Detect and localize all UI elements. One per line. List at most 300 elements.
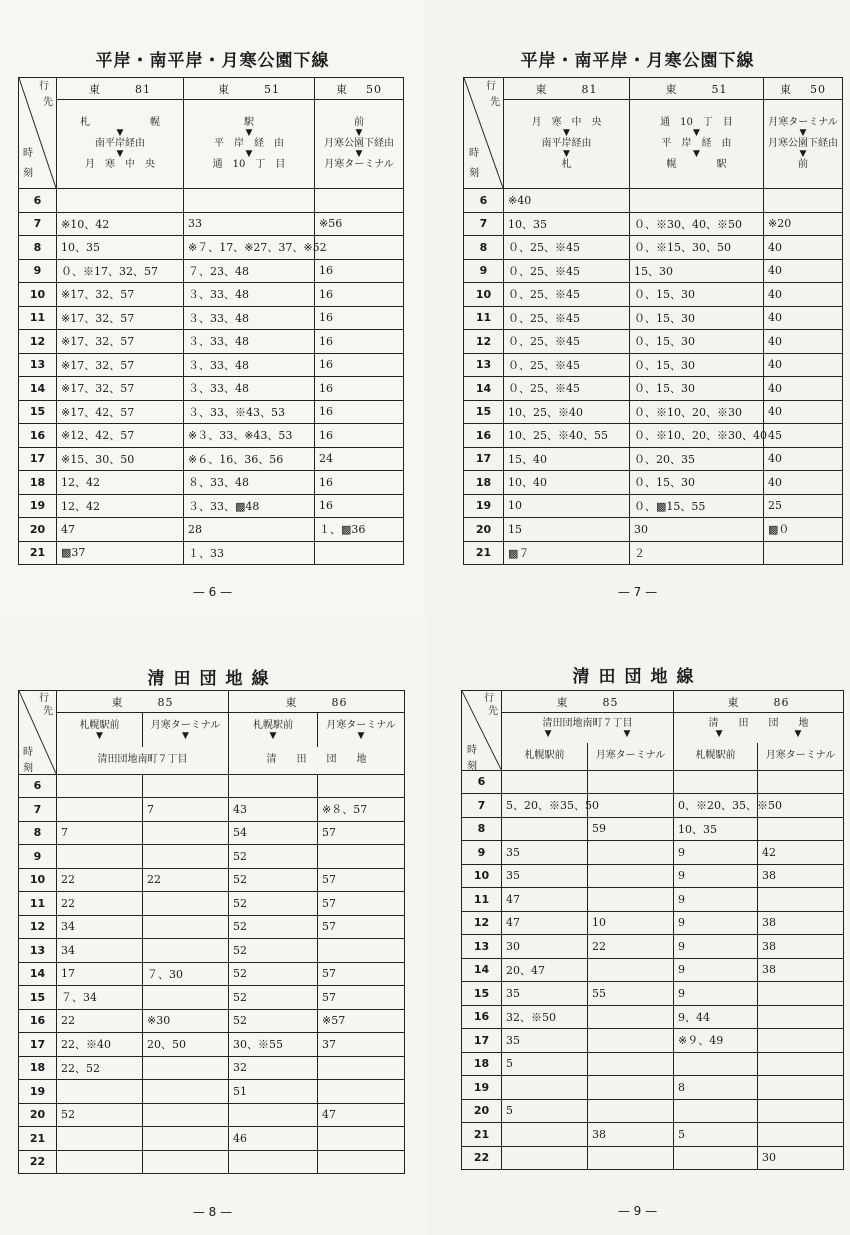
table-row xyxy=(19,189,404,213)
hour-cell: 17 xyxy=(19,1033,57,1057)
route-number: 86 xyxy=(331,695,348,709)
time-cell: ７、23、48 xyxy=(184,259,315,283)
time-cell xyxy=(588,958,674,982)
corner-label-time-2: 刻 xyxy=(467,761,477,772)
table-row xyxy=(19,283,404,307)
hour-cell: 16 xyxy=(464,424,504,448)
time-cell xyxy=(318,1127,405,1151)
origin-label: 清 田 団 地 xyxy=(708,717,809,729)
time-cell: 16 xyxy=(315,283,404,307)
corner-label-dest: 行 xyxy=(484,693,494,704)
time-cell: 9、44 xyxy=(674,1005,758,1029)
table-row xyxy=(462,794,844,818)
time-cell: 45 xyxy=(764,424,843,448)
hour-cell: 22 xyxy=(462,1146,502,1170)
table-row xyxy=(462,1099,844,1123)
time-cell xyxy=(143,892,229,916)
time-cell: 22 xyxy=(57,1009,143,1033)
hour-cell: 13 xyxy=(19,353,57,377)
arrow-down-icon: ▼ xyxy=(96,730,103,741)
hour-cell: 21 xyxy=(19,1127,57,1151)
time-cell: ※17、32、57 xyxy=(57,377,184,401)
arrow-down-icon: ▼ xyxy=(799,128,807,138)
page-8 xyxy=(0,618,425,1235)
time-cell: ０、15、30 xyxy=(630,471,764,495)
time-cell: 54 xyxy=(229,821,318,845)
time-cell: ０、25、※45 xyxy=(504,259,630,283)
origin-86 xyxy=(674,713,844,744)
page-title: 平岸・南平岸・月寒公園下線 xyxy=(520,51,755,71)
time-cell xyxy=(143,1150,229,1174)
corner-label-time: 時 xyxy=(23,747,33,758)
hour-cell: 13 xyxy=(19,939,57,963)
hour-cell: 9 xyxy=(19,259,57,283)
time-cell: 40 xyxy=(764,236,843,260)
timetable-body xyxy=(464,189,843,565)
corner-label-dest-2: 先 xyxy=(43,97,53,108)
time-cell xyxy=(588,1076,674,1100)
time-cell xyxy=(758,1076,844,1100)
hour-cell: 13 xyxy=(462,935,502,959)
time-cell: 0、※20、35、※50 xyxy=(674,794,758,818)
hour-cell: 9 xyxy=(462,841,502,865)
time-cell: 38 xyxy=(758,864,844,888)
table-row xyxy=(19,868,405,892)
arrow-down-icon: ▼ xyxy=(245,149,253,159)
dest-sapporo-85 xyxy=(502,743,588,770)
table-row xyxy=(19,306,404,330)
route-number: 81 xyxy=(135,82,151,96)
time-cell: ０、15、30 xyxy=(630,330,764,354)
column-header-51 xyxy=(184,78,315,100)
time-cell xyxy=(315,236,404,260)
time-cell: 52 xyxy=(229,1009,318,1033)
column-header-81 xyxy=(57,78,184,100)
dir-label: 東 xyxy=(111,695,124,709)
hour-cell: 17 xyxy=(464,447,504,471)
page-9 xyxy=(425,618,850,1235)
time-cell xyxy=(57,798,143,822)
hour-cell: 10 xyxy=(464,283,504,307)
time-cell xyxy=(674,1052,758,1076)
hour-cell: 10 xyxy=(19,868,57,892)
timetable xyxy=(18,690,405,1174)
route-desc-51 xyxy=(184,100,315,189)
hour-cell: 8 xyxy=(462,817,502,841)
time-cell: ０、※17、32、57 xyxy=(57,259,184,283)
time-cell xyxy=(588,1052,674,1076)
table-row xyxy=(462,1146,844,1170)
dir-label: 東 xyxy=(780,82,792,96)
hour-cell: 20 xyxy=(462,1099,502,1123)
time-cell: ※30 xyxy=(143,1009,229,1033)
table-row xyxy=(19,518,404,542)
time-cell xyxy=(57,1150,143,1174)
table-row xyxy=(19,821,405,845)
hour-cell: 17 xyxy=(462,1029,502,1053)
time-cell: ０、25、※45 xyxy=(504,353,630,377)
origin-label: 清田団地南町７丁目 xyxy=(542,717,633,729)
table-row xyxy=(19,424,404,448)
header-direction-row xyxy=(464,78,843,100)
table-row xyxy=(19,939,405,963)
hour-cell: 19 xyxy=(462,1076,502,1100)
time-cell: 34 xyxy=(57,915,143,939)
time-cell: ０、15、30 xyxy=(630,283,764,307)
time-cell: 9 xyxy=(674,864,758,888)
time-cell xyxy=(674,1099,758,1123)
dir-label: 東 xyxy=(535,82,548,96)
arrow-down-icon: ▼ xyxy=(116,149,124,159)
time-cell: ０、25、※45 xyxy=(504,377,630,401)
time-cell: 35 xyxy=(502,982,588,1006)
header-route-row xyxy=(464,100,843,189)
corner-diagonal xyxy=(462,691,501,770)
time-cell: 16 xyxy=(315,400,404,424)
route-line: 月寒ターミナル xyxy=(324,159,394,170)
time-cell xyxy=(315,541,404,565)
time-cell: ※７、17、※27、37、※52 xyxy=(184,236,315,260)
destination-label: 清 田 団 地 xyxy=(266,754,367,766)
time-cell xyxy=(57,774,143,798)
hour-cell: 11 xyxy=(462,888,502,912)
table-row xyxy=(464,400,843,424)
destination-label: 月寒ターミナル xyxy=(765,750,836,762)
time-cell: 57 xyxy=(318,962,405,986)
time-cell xyxy=(318,1056,405,1080)
time-cell: 28 xyxy=(184,518,315,542)
table-row xyxy=(19,915,405,939)
time-cell: ０、※15、30、50 xyxy=(630,236,764,260)
arrow-down-icon: ▼ xyxy=(355,149,363,159)
time-cell: 20、50 xyxy=(143,1033,229,1057)
table-row xyxy=(19,447,404,471)
time-cell: 40 xyxy=(764,471,843,495)
time-cell: 10 xyxy=(504,494,630,518)
hour-cell: 15 xyxy=(19,986,57,1010)
time-cell xyxy=(758,1029,844,1053)
route-line: 平 岸 経 由 xyxy=(661,138,732,149)
time-cell: 52 xyxy=(229,939,318,963)
route-line: 幌 駅 xyxy=(666,159,727,170)
header-dest-row xyxy=(19,747,405,774)
time-cell: ７、34 xyxy=(57,986,143,1010)
hour-cell: 12 xyxy=(19,330,57,354)
arrow-down-icon: ▼ xyxy=(357,730,365,741)
time-cell: 15、30 xyxy=(630,259,764,283)
time-cell: 20、47 xyxy=(502,958,588,982)
dir-label: 東 xyxy=(665,82,678,96)
corner-label-dest: 行 xyxy=(39,81,49,92)
page-title: 清田団地線 xyxy=(147,669,278,689)
header-corner xyxy=(19,78,57,189)
hour-cell: 10 xyxy=(462,864,502,888)
route-line: 月寒ターミナル xyxy=(768,117,838,128)
time-cell: ※20 xyxy=(764,212,843,236)
dir-label: 東 xyxy=(89,82,101,96)
dir-label: 東 xyxy=(556,695,569,709)
table-row xyxy=(464,471,843,495)
time-cell: 30、※55 xyxy=(229,1033,318,1057)
table-row xyxy=(19,1103,405,1127)
time-cell: 40 xyxy=(764,306,843,330)
time-cell xyxy=(57,1127,143,1151)
time-cell: ※17、32、57 xyxy=(57,330,184,354)
route-desc-50 xyxy=(315,100,404,189)
route-line: 札 xyxy=(561,159,572,170)
hour-cell: 21 xyxy=(464,541,504,565)
page-title: 清田団地線 xyxy=(572,667,703,687)
table-row xyxy=(462,888,844,912)
hour-cell: 6 xyxy=(19,774,57,798)
time-cell xyxy=(143,1080,229,1104)
time-cell: 12、42 xyxy=(57,471,184,495)
time-cell: 10、25、※40、55 xyxy=(504,424,630,448)
time-cell: 38 xyxy=(758,958,844,982)
time-cell: 46 xyxy=(229,1127,318,1151)
dir-label: 東 xyxy=(336,82,348,96)
time-cell xyxy=(588,1146,674,1170)
table-row xyxy=(19,353,404,377)
route-line: 通 10 丁 目 xyxy=(660,117,733,128)
arrow-down-icon: ▼ xyxy=(693,128,700,138)
table-row xyxy=(464,212,843,236)
table-row xyxy=(462,982,844,1006)
hour-cell: 14 xyxy=(462,958,502,982)
time-cell xyxy=(758,770,844,794)
time-cell xyxy=(143,845,229,869)
time-cell: 40 xyxy=(764,283,843,307)
time-cell: ※６、16、36、56 xyxy=(184,447,315,471)
time-cell: 40 xyxy=(764,400,843,424)
hour-cell: 14 xyxy=(19,962,57,986)
time-cell: 10、35 xyxy=(674,817,758,841)
header-direction-row xyxy=(19,78,404,100)
time-cell: ０、15、30 xyxy=(630,353,764,377)
table-row xyxy=(19,330,404,354)
timetable-body xyxy=(19,189,404,565)
time-cell: 40 xyxy=(764,377,843,401)
time-cell: 33 xyxy=(184,212,315,236)
corner-label-dest: 行 xyxy=(486,81,496,92)
time-cell: 16 xyxy=(315,424,404,448)
table-row xyxy=(19,236,404,260)
time-cell: 51 xyxy=(229,1080,318,1104)
time-cell: 52 xyxy=(229,915,318,939)
hour-cell: 16 xyxy=(19,1009,57,1033)
table-row xyxy=(19,212,404,236)
time-cell: 40 xyxy=(764,353,843,377)
table-row xyxy=(19,1150,405,1174)
time-cell: 38 xyxy=(758,935,844,959)
time-cell: 16 xyxy=(315,306,404,330)
destination-label: 月寒ターミナル xyxy=(595,750,666,762)
time-cell: 38 xyxy=(588,1123,674,1147)
time-cell xyxy=(758,1052,844,1076)
time-cell xyxy=(57,189,184,213)
time-cell xyxy=(143,1127,229,1151)
route-number: 50 xyxy=(810,82,826,96)
hour-cell: 7 xyxy=(462,794,502,818)
route-number: 85 xyxy=(157,695,174,709)
table-row xyxy=(19,1056,405,1080)
time-cell: 9 xyxy=(674,958,758,982)
time-cell xyxy=(758,817,844,841)
time-cell xyxy=(184,189,315,213)
route-number: 86 xyxy=(773,695,790,709)
table-row xyxy=(462,1123,844,1147)
time-cell: 59 xyxy=(588,817,674,841)
time-cell xyxy=(588,1029,674,1053)
time-cell: 5 xyxy=(502,1052,588,1076)
table-row xyxy=(462,1052,844,1076)
time-cell: 52 xyxy=(229,962,318,986)
table-row xyxy=(19,541,404,565)
route-line: 南平岸経由 xyxy=(541,138,592,149)
time-cell: 16 xyxy=(315,259,404,283)
origin-sapporo-85 xyxy=(57,713,143,748)
time-cell xyxy=(502,770,588,794)
route-line: 月 寒 中 央 xyxy=(531,117,602,128)
table-row xyxy=(19,986,405,1010)
table-row xyxy=(464,236,843,260)
time-cell: 52 xyxy=(229,845,318,869)
time-cell: 38 xyxy=(758,911,844,935)
time-cell: 22 xyxy=(143,868,229,892)
hour-cell: 9 xyxy=(19,845,57,869)
arrow-down-icon: ▼ xyxy=(355,128,363,138)
time-cell: ※57 xyxy=(318,1009,405,1033)
time-cell: ※17、32、57 xyxy=(57,353,184,377)
route-line: 札 幌 xyxy=(80,117,160,128)
hour-cell: 6 xyxy=(462,770,502,794)
time-cell xyxy=(588,770,674,794)
table-row xyxy=(462,817,844,841)
route-desc-51 xyxy=(630,100,764,189)
time-cell: １、33 xyxy=(184,541,315,565)
hour-cell: 20 xyxy=(464,518,504,542)
route-line: 月寒公園下経由 xyxy=(324,138,394,149)
time-cell: ０、15、30 xyxy=(630,306,764,330)
table-row xyxy=(19,1127,405,1151)
header-origin-row xyxy=(19,713,405,748)
time-cell xyxy=(143,1103,229,1127)
table-row xyxy=(464,518,843,542)
destination-86 xyxy=(229,747,405,774)
table-row xyxy=(464,259,843,283)
page-number: — 6 — xyxy=(192,585,233,599)
column-header-86 xyxy=(674,691,844,713)
time-cell: 16 xyxy=(315,353,404,377)
hour-cell: 6 xyxy=(464,189,504,213)
corner-diagonal xyxy=(19,691,56,774)
table-row xyxy=(19,1009,405,1033)
hour-cell: 17 xyxy=(19,447,57,471)
time-cell: 57 xyxy=(318,986,405,1010)
arrow-down-icon: ▼ xyxy=(563,128,570,138)
time-cell: 10、35 xyxy=(57,236,184,260)
dest-sapporo-86 xyxy=(674,743,758,770)
time-cell xyxy=(630,189,764,213)
route-desc-81 xyxy=(57,100,184,189)
hour-cell: 16 xyxy=(19,424,57,448)
table-row xyxy=(462,935,844,959)
time-cell xyxy=(502,1076,588,1100)
time-cell: ２ xyxy=(630,541,764,565)
time-cell: 42 xyxy=(758,841,844,865)
time-cell xyxy=(143,915,229,939)
table-row xyxy=(462,958,844,982)
table-row xyxy=(462,841,844,865)
page-number: — 7 — xyxy=(617,585,658,599)
time-cell: ０、25、※45 xyxy=(504,236,630,260)
time-cell: ３、33、48 xyxy=(184,353,315,377)
hour-cell: 8 xyxy=(19,236,57,260)
time-cell xyxy=(57,1080,143,1104)
route-line: 月寒公園下経由 xyxy=(768,138,838,149)
hour-cell: 11 xyxy=(19,306,57,330)
time-cell: １、▩36 xyxy=(315,518,404,542)
origin-85 xyxy=(502,713,674,744)
time-cell xyxy=(229,1103,318,1127)
time-cell: ※10、42 xyxy=(57,212,184,236)
route-line: 前 xyxy=(354,117,364,128)
time-cell xyxy=(143,821,229,845)
time-cell: 52 xyxy=(229,986,318,1010)
time-cell: ※12、42、57 xyxy=(57,424,184,448)
route-number: 50 xyxy=(366,82,382,96)
time-cell: 40 xyxy=(764,330,843,354)
time-cell xyxy=(588,888,674,912)
time-cell: ▩０ xyxy=(764,518,843,542)
hour-cell: 11 xyxy=(464,306,504,330)
time-cell: ※17、32、57 xyxy=(57,283,184,307)
hour-cell: 9 xyxy=(464,259,504,283)
arrow-down-icon: ▼ xyxy=(563,149,570,159)
time-cell: ０、25、※45 xyxy=(504,283,630,307)
route-line: 通 10 丁 目 xyxy=(212,159,286,170)
time-cell xyxy=(143,986,229,1010)
column-header-85 xyxy=(502,691,674,713)
page-number: — 9 — xyxy=(617,1204,658,1218)
page-title: 平岸・南平岸・月寒公園下線 xyxy=(95,51,330,71)
time-cell: 10、35 xyxy=(504,212,630,236)
time-cell: 7 xyxy=(143,798,229,822)
time-cell xyxy=(315,189,404,213)
corner-label-time-2: 刻 xyxy=(23,763,33,774)
time-cell: 10、25、※40 xyxy=(504,400,630,424)
column-header-51 xyxy=(630,78,764,100)
destination-label: 札幌駅前 xyxy=(695,750,736,762)
time-cell xyxy=(143,774,229,798)
hour-cell: 18 xyxy=(464,471,504,495)
hour-cell: 21 xyxy=(462,1123,502,1147)
arrow-down-icon: ▼ xyxy=(116,128,124,138)
table-row xyxy=(462,1005,844,1029)
time-cell xyxy=(588,794,674,818)
route-line: 月 寒 中 央 xyxy=(85,159,155,170)
hour-cell: 15 xyxy=(464,400,504,424)
time-cell: 5 xyxy=(502,1099,588,1123)
table-row xyxy=(464,330,843,354)
time-cell xyxy=(318,774,405,798)
time-cell xyxy=(764,189,843,213)
header-origin-row xyxy=(462,713,844,744)
time-cell: 9 xyxy=(674,935,758,959)
timetable-body xyxy=(462,770,844,1170)
time-cell: 8 xyxy=(674,1076,758,1100)
column-header-50 xyxy=(315,78,404,100)
